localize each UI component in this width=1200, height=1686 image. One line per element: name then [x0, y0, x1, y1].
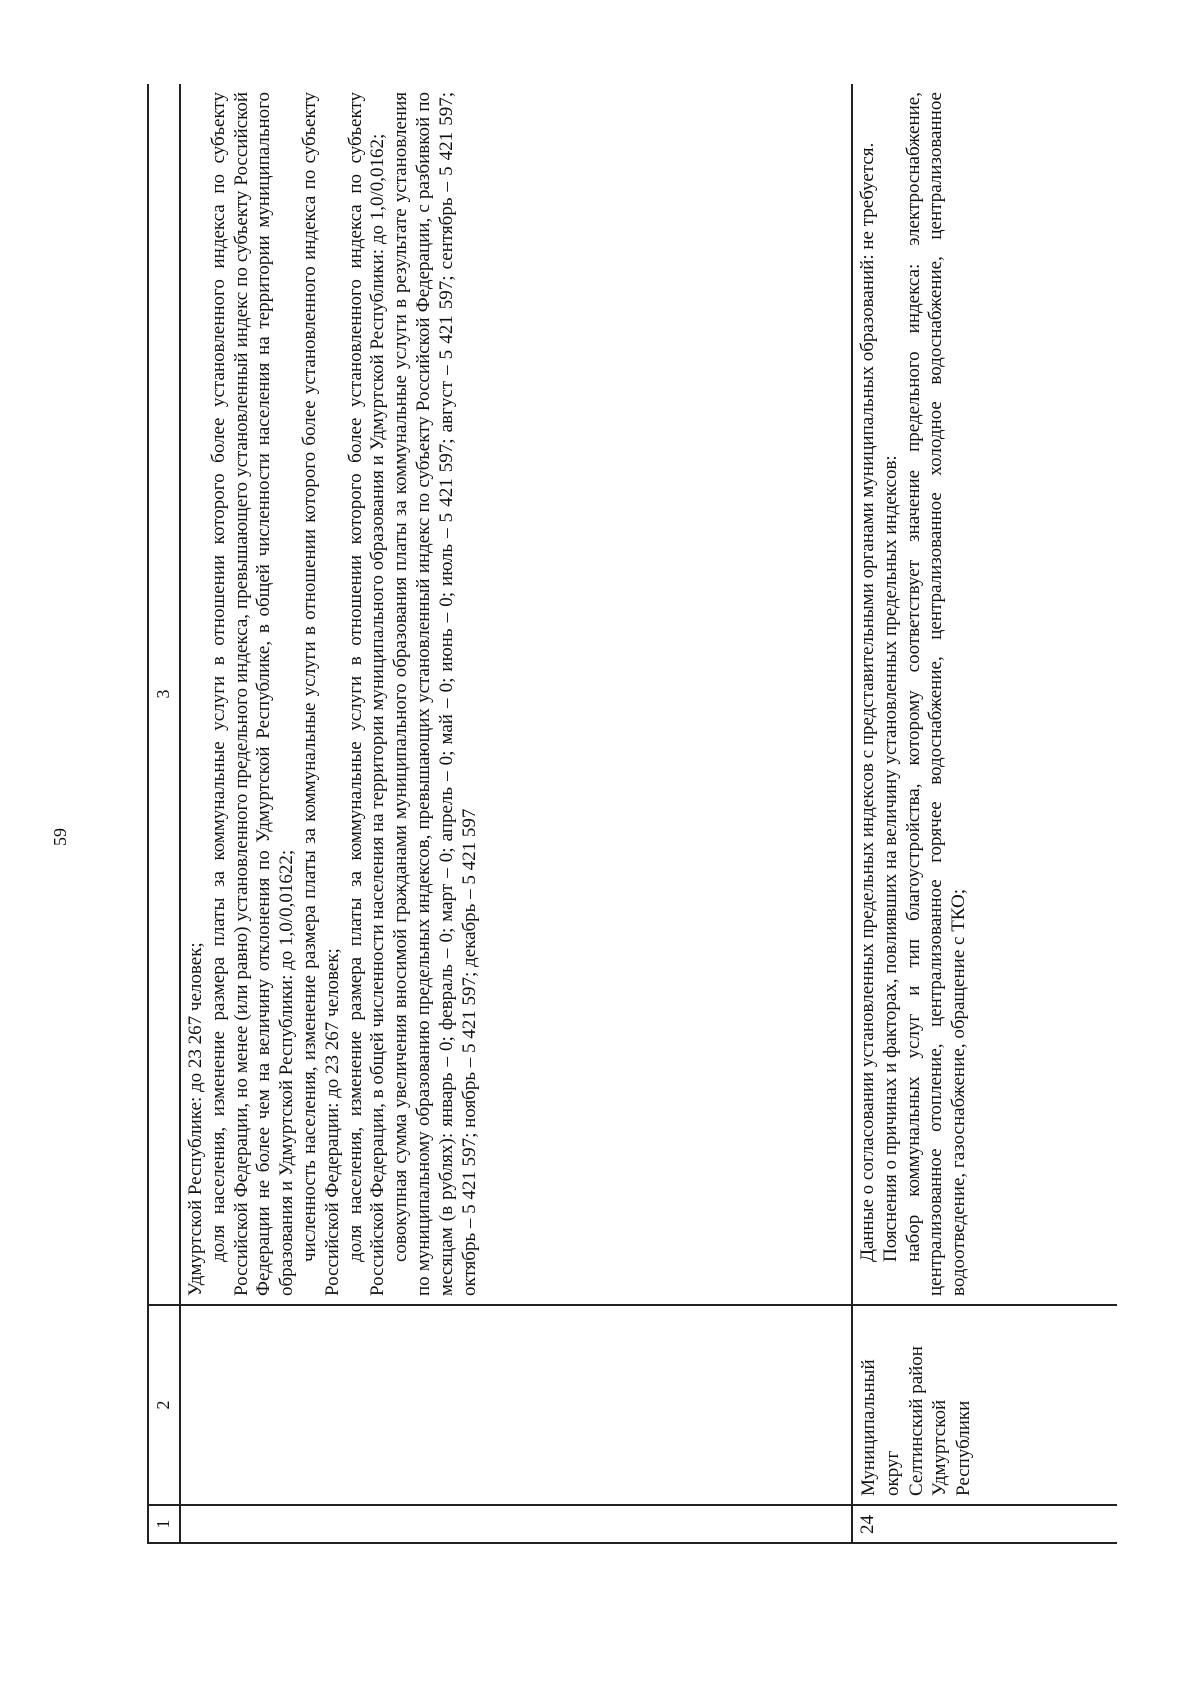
description-cell — [180, 84, 852, 1305]
header-col-3: 3 — [148, 84, 180, 1305]
row-number-cell — [180, 1505, 852, 1543]
description-paragraph: Пояснения о причинах и факторах, повлиявших на величину установленных предельных индексов: — [879, 455, 901, 1262]
header-col-2: 2 — [148, 1305, 180, 1505]
description-paragraph: доля населения, изменение размера платы за коммунальные услуги в отношении которого более установленного индекса по субъекту Российской Федерации, в общей численности населения на территории муниципального образования и Удмуртской Республики: до 1,0/0,0162; — [344, 92, 389, 1296]
table-row-24 — [852, 84, 1117, 1543]
indices-table — [147, 84, 1117, 1544]
description-paragraph: Удмуртской Республике: до 23 267 человек; — [185, 942, 206, 1296]
region-cell — [180, 1305, 852, 1505]
page-number: 59 — [50, 828, 70, 846]
description-cell — [852, 84, 1117, 1305]
description-paragraph: численность населения, изменение размера платы за коммунальные услуги в отношении которого более установленного индекса по субъекту Российской Федерации: до 23 267 человек; — [298, 92, 343, 1296]
description-paragraph: набор коммунальных услуг и тип благоустройства, которому соответствует значение предельного индекса: электроснабжение, централизованное отопление, централизованное горячее водоснабжение, централизованное холодное водоснабжение, централизованное водоотведение, газоснабжение, обращение с ТКО; — [902, 92, 970, 1296]
row-number-cell: 24 — [852, 1505, 1117, 1543]
header-col-1: 1 — [148, 1505, 180, 1543]
table-header-row — [148, 84, 180, 1543]
description-paragraph: Данные о согласовании установленных предельных индексов с представительными органами муниципальных образований: не требуется. — [857, 142, 878, 1262]
description-paragraph: доля населения, изменение размера платы за коммунальные услуги в отношении которого более установленного индекса по субъекту Российской Федерации, но менее (или равно) установленного предельного индекса, превышающего установленный индекс по субъекту Российской Федерации не более чем на величину отклонения по Удмуртской Республике, в общей численности населения на территории муниципального образования и Удмуртской Республики: до 1,0/0,01622; — [207, 92, 298, 1296]
description-paragraph: совокупная сумма увеличения вносимой гражданами муниципального образования платы за коммунальные услуги в результате установления по муниципальному образованию предельных индексов, превышающих установленный индекс по субъекту Российской Федерации, с разбивкой по месяцам (в рублях): январь – 0; февраль – 0; март – 0; апрель – 0; май – 0; июнь – 0; июль – 5 421 597; август – 5 421 597; сентябрь – 5 421 597; октябрь – 5 421 597; ноябрь – 5 421 597; декабрь – 5 421 597 — [390, 92, 480, 1296]
document-table-container — [147, 84, 1117, 1544]
rotated-table-frame — [147, 84, 1117, 1544]
region-name: Муниципальный округ Селтинский район Удмуртской Республики — [858, 1346, 974, 1496]
region-cell — [852, 1305, 1117, 1505]
table-row-continued — [180, 84, 852, 1543]
